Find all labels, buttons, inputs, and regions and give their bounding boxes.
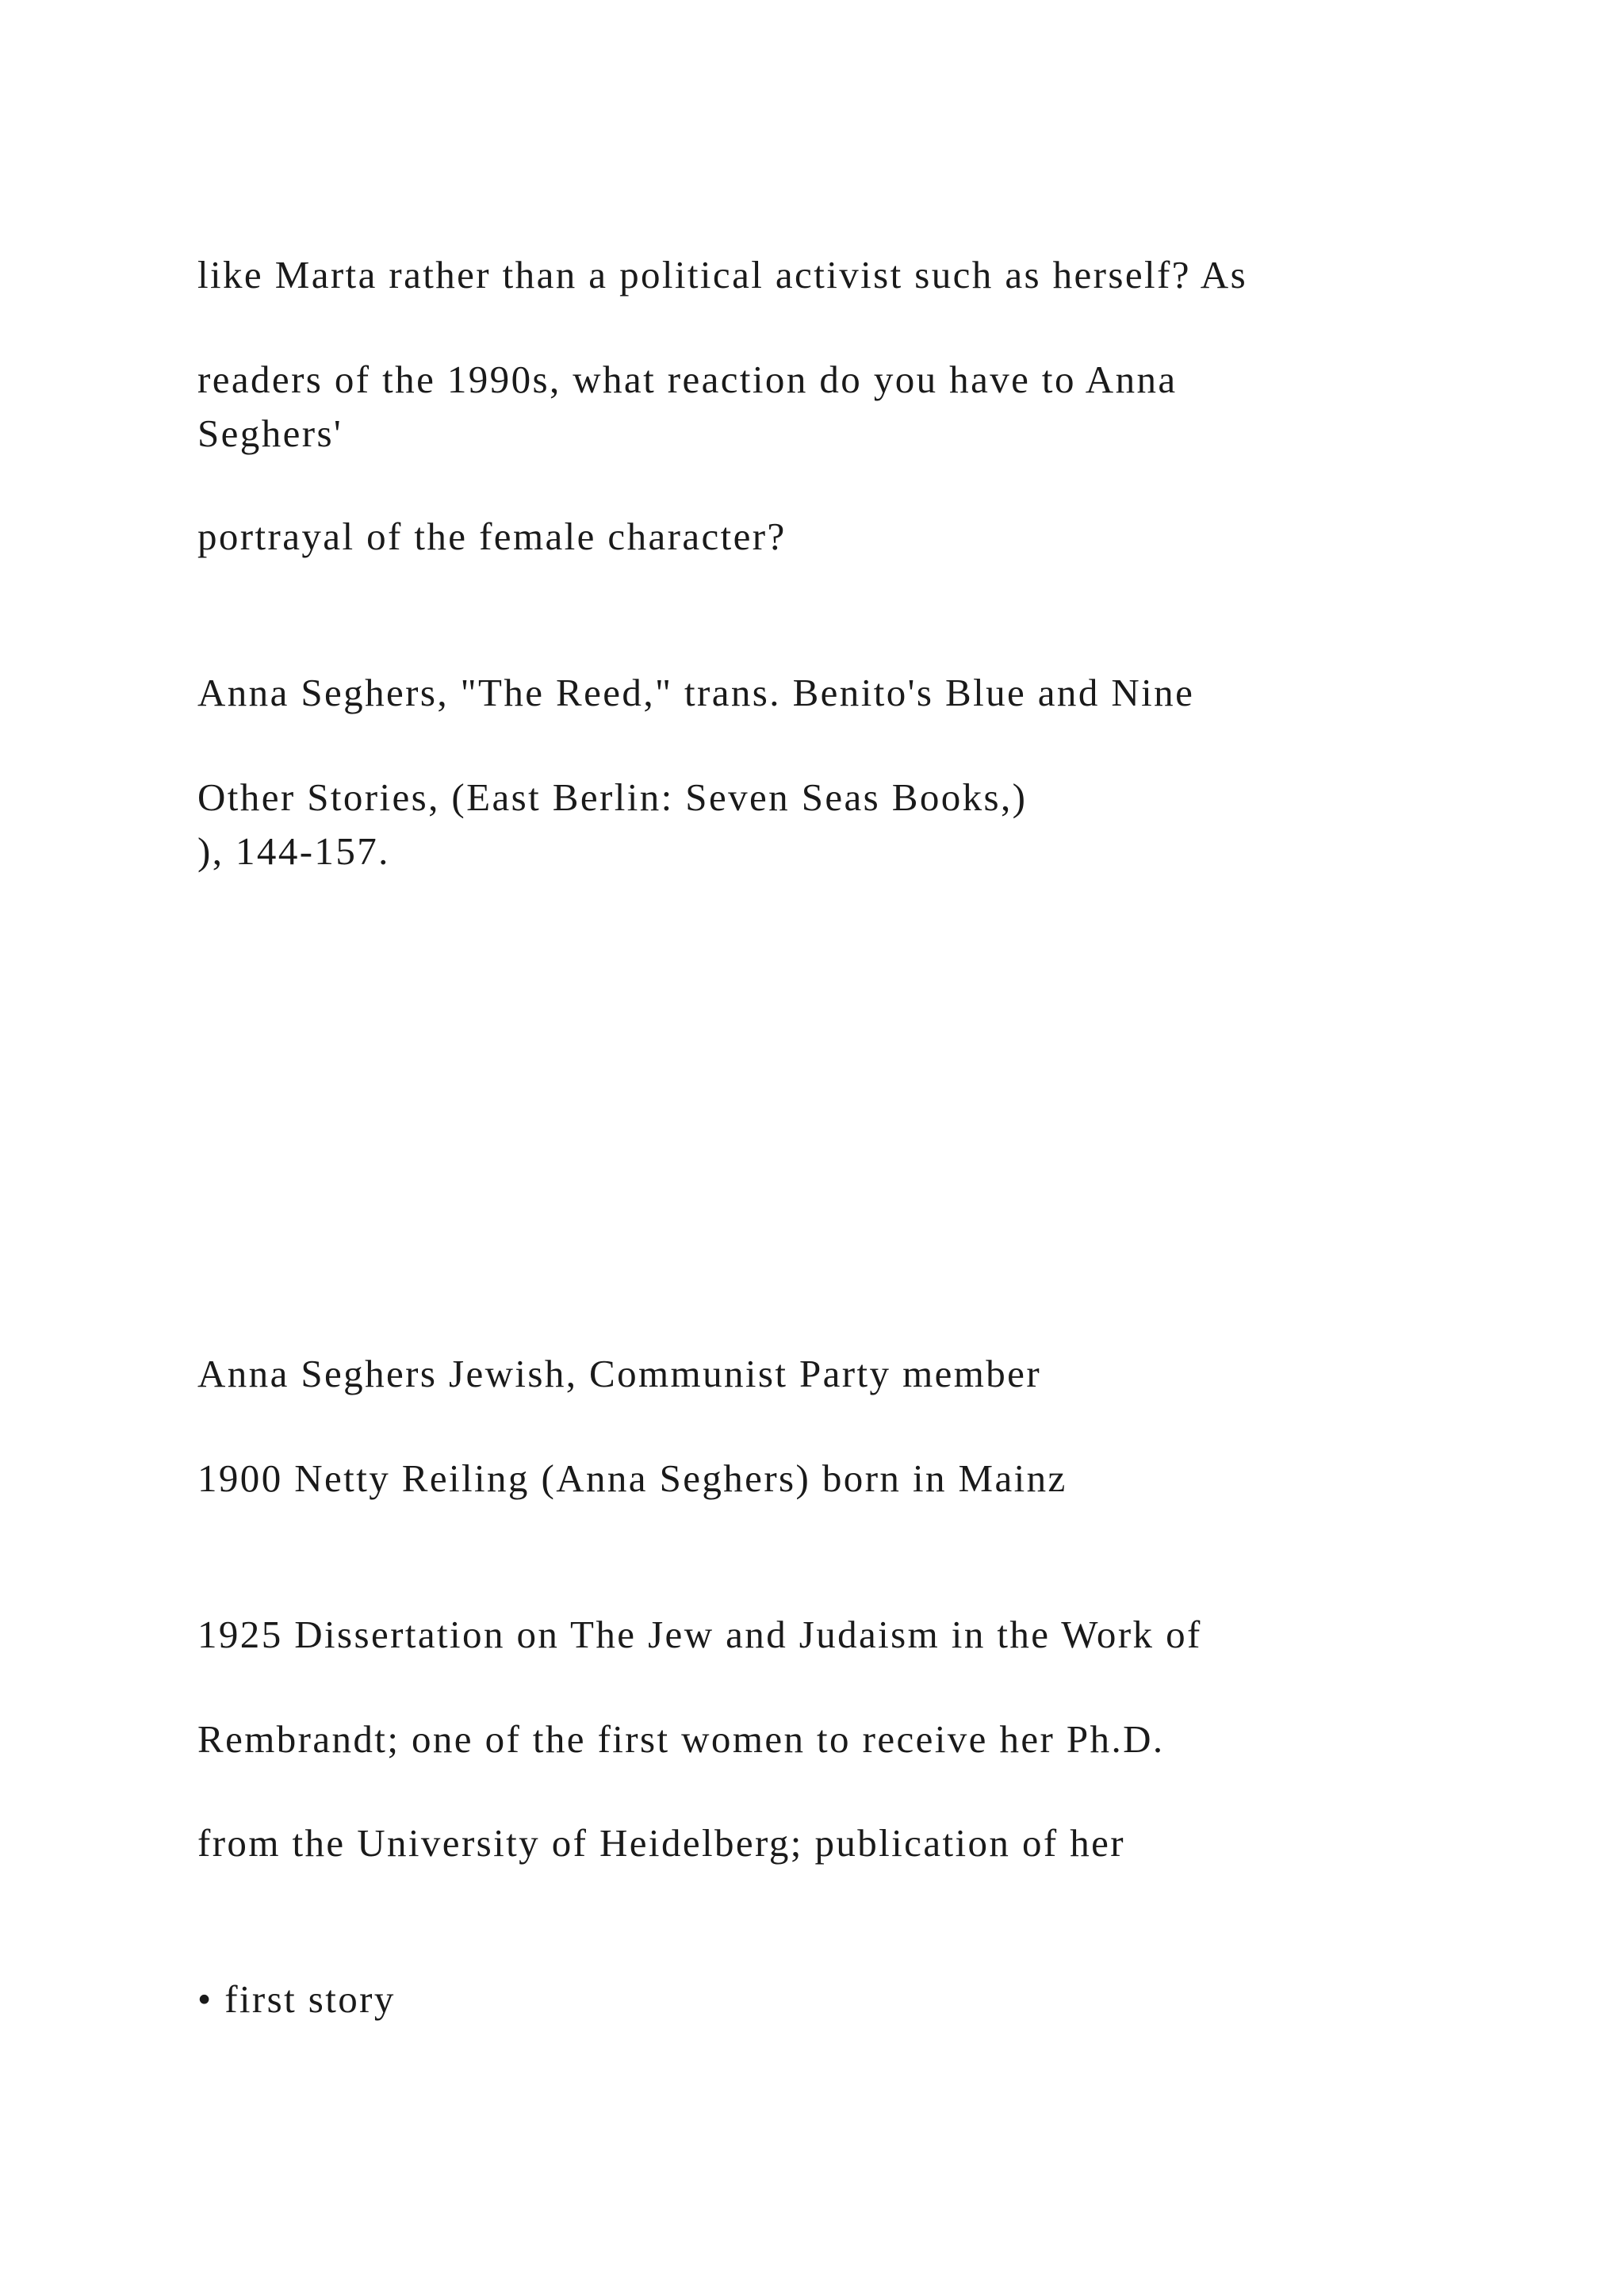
text-line: portrayal of the female character? (197, 515, 787, 558)
timeline-entry: 1925 Dissertation on The Jew and Judaism in the Work of (197, 1613, 1202, 1656)
timeline-entry: from the University of Heidelberg; publication of her (197, 1821, 1125, 1865)
timeline-entry: Rembrandt; one of the first women to receive her Ph.D. (197, 1717, 1165, 1761)
citation-line: Other Stories, (East Berlin: Seven Seas Books,) (197, 775, 1028, 819)
bio-heading: Anna Seghers Jewish, Communist Party member (197, 1352, 1042, 1395)
text-line: readers of the 1990s, what reaction do you have to Anna (197, 358, 1178, 401)
citation-line: Anna Seghers, "The Reed," trans. Benito's Blue and Nine (197, 671, 1195, 714)
citation-line: ), 144-157. (197, 829, 390, 873)
list-item: • first story (197, 1977, 396, 2021)
timeline-entry: 1900 Netty Reiling (Anna Seghers) born in Mainz (197, 1456, 1067, 1500)
text-line: Seghers' (197, 411, 343, 455)
text-line: like Marta rather than a political activist such as herself? As (197, 253, 1248, 297)
